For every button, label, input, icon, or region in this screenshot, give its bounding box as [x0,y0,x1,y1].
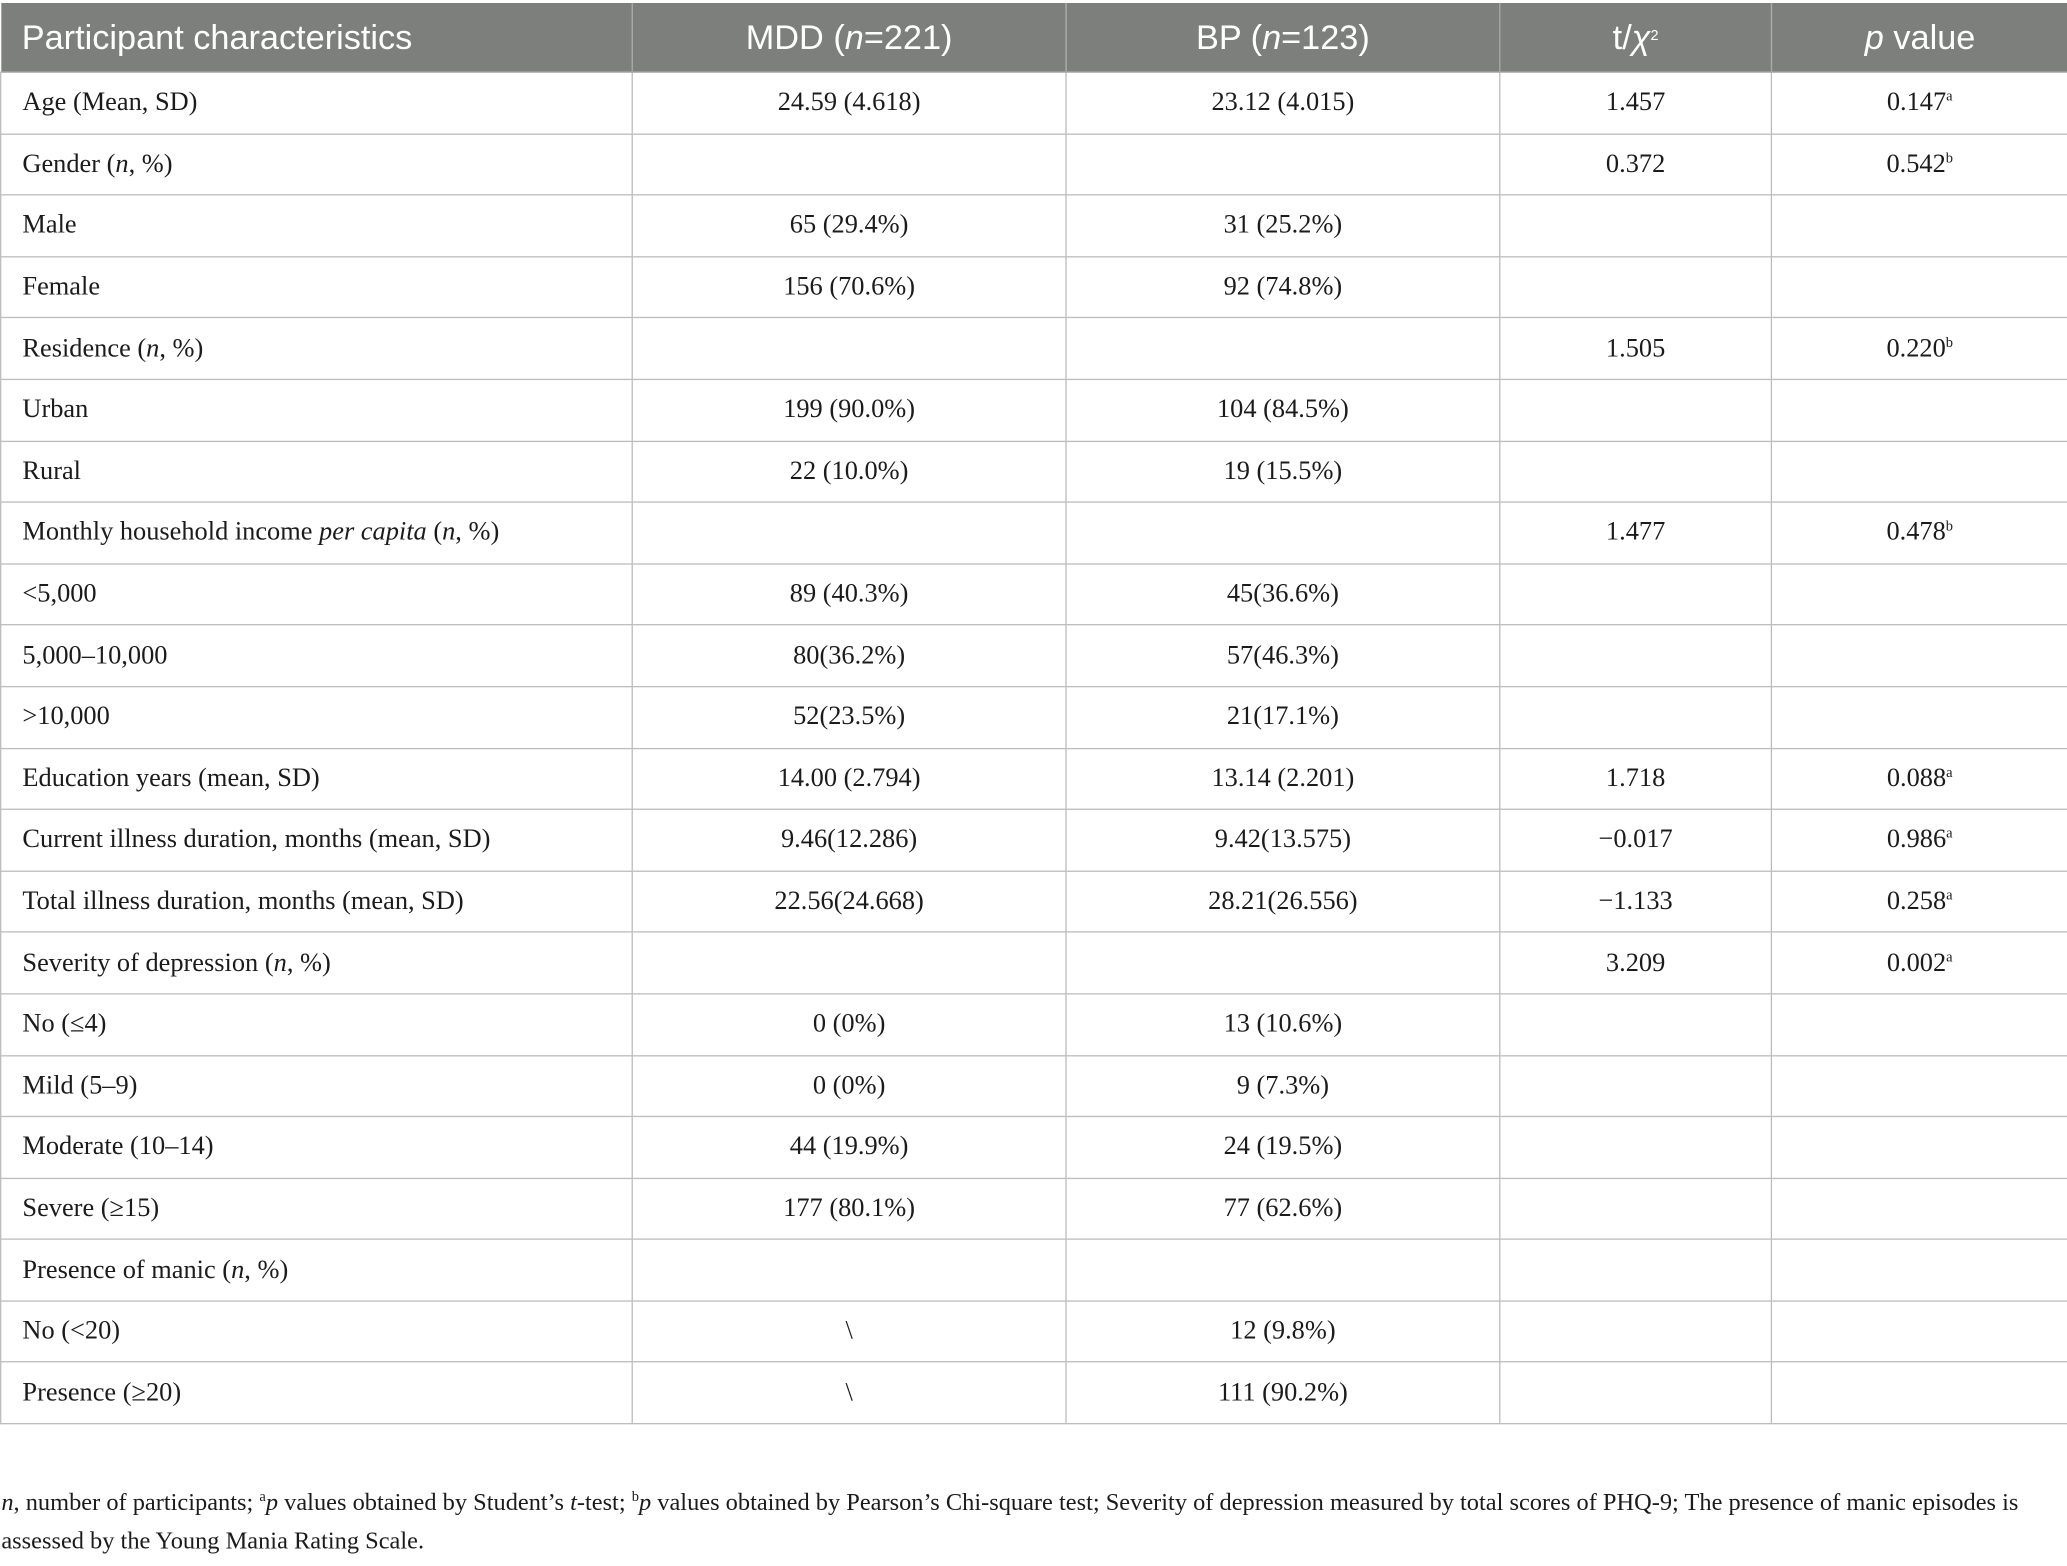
cell-bp: 23.12 (4.015) [1066,72,1500,133]
cell-bp: 9.42(13.575) [1066,809,1500,870]
row-label: <5,000 [1,564,633,625]
cell-stat [1500,379,1772,440]
table-row [1,1239,2067,1300]
cell-mdd: 22 (10.0%) [632,441,1066,502]
cell-mdd: \ [632,1362,1066,1423]
cell-stat [1500,994,1772,1055]
table-row [1,994,2067,1055]
cell-p-value [1771,195,2067,256]
table-row [1,195,2067,256]
cell-mdd: 177 (80.1%) [632,1178,1066,1239]
header-mdd: MDD (n=221) [632,3,1066,72]
row-label: Severe (≥15) [1,1178,633,1239]
cell-stat [1500,1178,1772,1239]
cell-mdd: 44 (19.9%) [632,1117,1066,1178]
header-participant-characteristics: Participant characteristics [1,3,633,72]
cell-p-value: 0.147$^a$ [1771,72,2067,133]
header-t-chi-square: $t/\chi^2$ [1500,3,1772,72]
row-label: Female [1,257,633,318]
row-label: No (≤4) [1,994,633,1055]
cell-bp [1066,502,1500,563]
row-label: >10,000 [1,687,633,748]
cell-mdd: 89 (40.3%) [632,564,1066,625]
cell-p-value [1771,1362,2067,1423]
cell-stat [1500,564,1772,625]
cell-p-value [1771,1117,2067,1178]
table-row [1,379,2067,440]
cell-mdd [632,502,1066,563]
table-body [1,72,2067,1424]
row-label: Current illness duration, months (mean, SD) [1,809,633,870]
row-label: Gender (n, %) [1,134,633,195]
cell-mdd [632,932,1066,993]
cell-p-value [1771,379,2067,440]
table-row [1,1301,2067,1362]
table-row [1,257,2067,318]
cell-p-value [1771,1239,2067,1300]
cell-bp [1066,318,1500,379]
table-row [1,809,2067,870]
cell-bp [1066,932,1500,993]
cell-mdd: \ [632,1301,1066,1362]
cell-mdd: 14.00 (2.794) [632,748,1066,809]
table-footnote: n, number of participants; $^a$p values obtained by Student’s t-test; $^b$p values obtained by Pearson’s Chi-square test; Severity of depression measured by total scores of PHQ-9; The presence of manic episodes is assessed by the Young Mania Rating Scale. [1,1489,2019,1555]
table-row [1,1362,2067,1423]
cell-mdd: 199 (90.0%) [632,379,1066,440]
cell-mdd: 0 (0%) [632,1055,1066,1116]
cell-p-value: 0.258$^a$ [1771,871,2067,932]
table-row [1,72,2067,133]
cell-bp: 92 (74.8%) [1066,257,1500,318]
row-label: Rural [1,441,633,502]
table-row [1,502,2067,563]
cell-p-value [1771,625,2067,686]
table-row [1,318,2067,379]
cell-p-value [1771,441,2067,502]
cell-p-value [1771,257,2067,318]
table-row [1,871,2067,932]
cell-stat [1500,1055,1772,1116]
cell-stat [1500,1301,1772,1362]
row-label: Mild (5–9) [1,1055,633,1116]
cell-stat: 1.457 [1500,72,1772,133]
cell-stat [1500,1362,1772,1423]
row-label: Education years (mean, SD) [1,748,633,809]
cell-bp: 77 (62.6%) [1066,1178,1500,1239]
cell-stat: 0.372 [1500,134,1772,195]
cell-stat: −1.133 [1500,871,1772,932]
cell-bp: 19 (15.5%) [1066,441,1500,502]
header-bp: BP (n=123) [1066,3,1500,72]
cell-bp: 28.21(26.556) [1066,871,1500,932]
cell-mdd: 24.59 (4.618) [632,72,1066,133]
cell-stat [1500,441,1772,502]
row-label: Residence (n, %) [1,318,633,379]
header-p-value: p value [1771,3,2067,72]
cell-mdd: 22.56(24.668) [632,871,1066,932]
cell-stat [1500,257,1772,318]
cell-p-value: 0.478$^b$ [1771,502,2067,563]
table-row [1,1117,2067,1178]
cell-stat [1500,687,1772,748]
table-row [1,625,2067,686]
cell-p-value: 0.542$^b$ [1771,134,2067,195]
cell-p-value [1771,1301,2067,1362]
row-label: Total illness duration, months (mean, SD) [1,871,633,932]
table-row [1,564,2067,625]
row-label: Monthly household income per capita (n, %) [1,502,633,563]
row-label: Presence of manic (n, %) [1,1239,633,1300]
cell-bp: 57(46.3%) [1066,625,1500,686]
row-label: Moderate (10–14) [1,1117,633,1178]
cell-stat: 1.718 [1500,748,1772,809]
cell-bp [1066,134,1500,195]
table-row [1,134,2067,195]
cell-stat: 1.477 [1500,502,1772,563]
cell-mdd: 80(36.2%) [632,625,1066,686]
table-row [1,1055,2067,1116]
participant-characteristics-table [0,3,2067,1424]
cell-stat: −0.017 [1500,809,1772,870]
cell-stat [1500,1117,1772,1178]
cell-stat [1500,195,1772,256]
row-label: Urban [1,379,633,440]
table-row [1,687,2067,748]
cell-p-value [1771,1178,2067,1239]
cell-mdd: 52(23.5%) [632,687,1066,748]
cell-bp: 21(17.1%) [1066,687,1500,748]
row-label: No (<20) [1,1301,633,1362]
cell-p-value [1771,687,2067,748]
cell-p-value [1771,994,2067,1055]
table-row [1,748,2067,809]
cell-mdd [632,1239,1066,1300]
cell-p-value [1771,1055,2067,1116]
cell-p-value: 0.220$^b$ [1771,318,2067,379]
cell-mdd: 0 (0%) [632,994,1066,1055]
cell-mdd [632,318,1066,379]
table-row [1,1178,2067,1239]
cell-p-value: 0.088$^a$ [1771,748,2067,809]
cell-bp: 111 (90.2%) [1066,1362,1500,1423]
cell-p-value [1771,564,2067,625]
cell-bp: 12 (9.8%) [1066,1301,1500,1362]
cell-stat [1500,625,1772,686]
cell-stat: 3.209 [1500,932,1772,993]
cell-mdd: 65 (29.4%) [632,195,1066,256]
cell-bp: 24 (19.5%) [1066,1117,1500,1178]
row-label: Severity of depression (n, %) [1,932,633,993]
table-wrapper [0,3,2067,1562]
cell-p-value: 0.986$^a$ [1771,809,2067,870]
cell-bp: 13 (10.6%) [1066,994,1500,1055]
row-label: Presence (≥20) [1,1362,633,1423]
table-row [1,932,2067,993]
row-label: Male [1,195,633,256]
cell-bp: 31 (25.2%) [1066,195,1500,256]
cell-mdd: 9.46(12.286) [632,809,1066,870]
cell-bp: 104 (84.5%) [1066,379,1500,440]
cell-bp [1066,1239,1500,1300]
row-label: Age (Mean, SD) [1,72,633,133]
cell-mdd [632,134,1066,195]
cell-bp: 45(36.6%) [1066,564,1500,625]
table-header-row [1,3,2067,72]
table-row [1,441,2067,502]
row-label: 5,000–10,000 [1,625,633,686]
cell-mdd: 156 (70.6%) [632,257,1066,318]
cell-bp: 13.14 (2.201) [1066,748,1500,809]
cell-stat: 1.505 [1500,318,1772,379]
cell-stat [1500,1239,1772,1300]
cell-bp: 9 (7.3%) [1066,1055,1500,1116]
cell-p-value: 0.002$^a$ [1771,932,2067,993]
